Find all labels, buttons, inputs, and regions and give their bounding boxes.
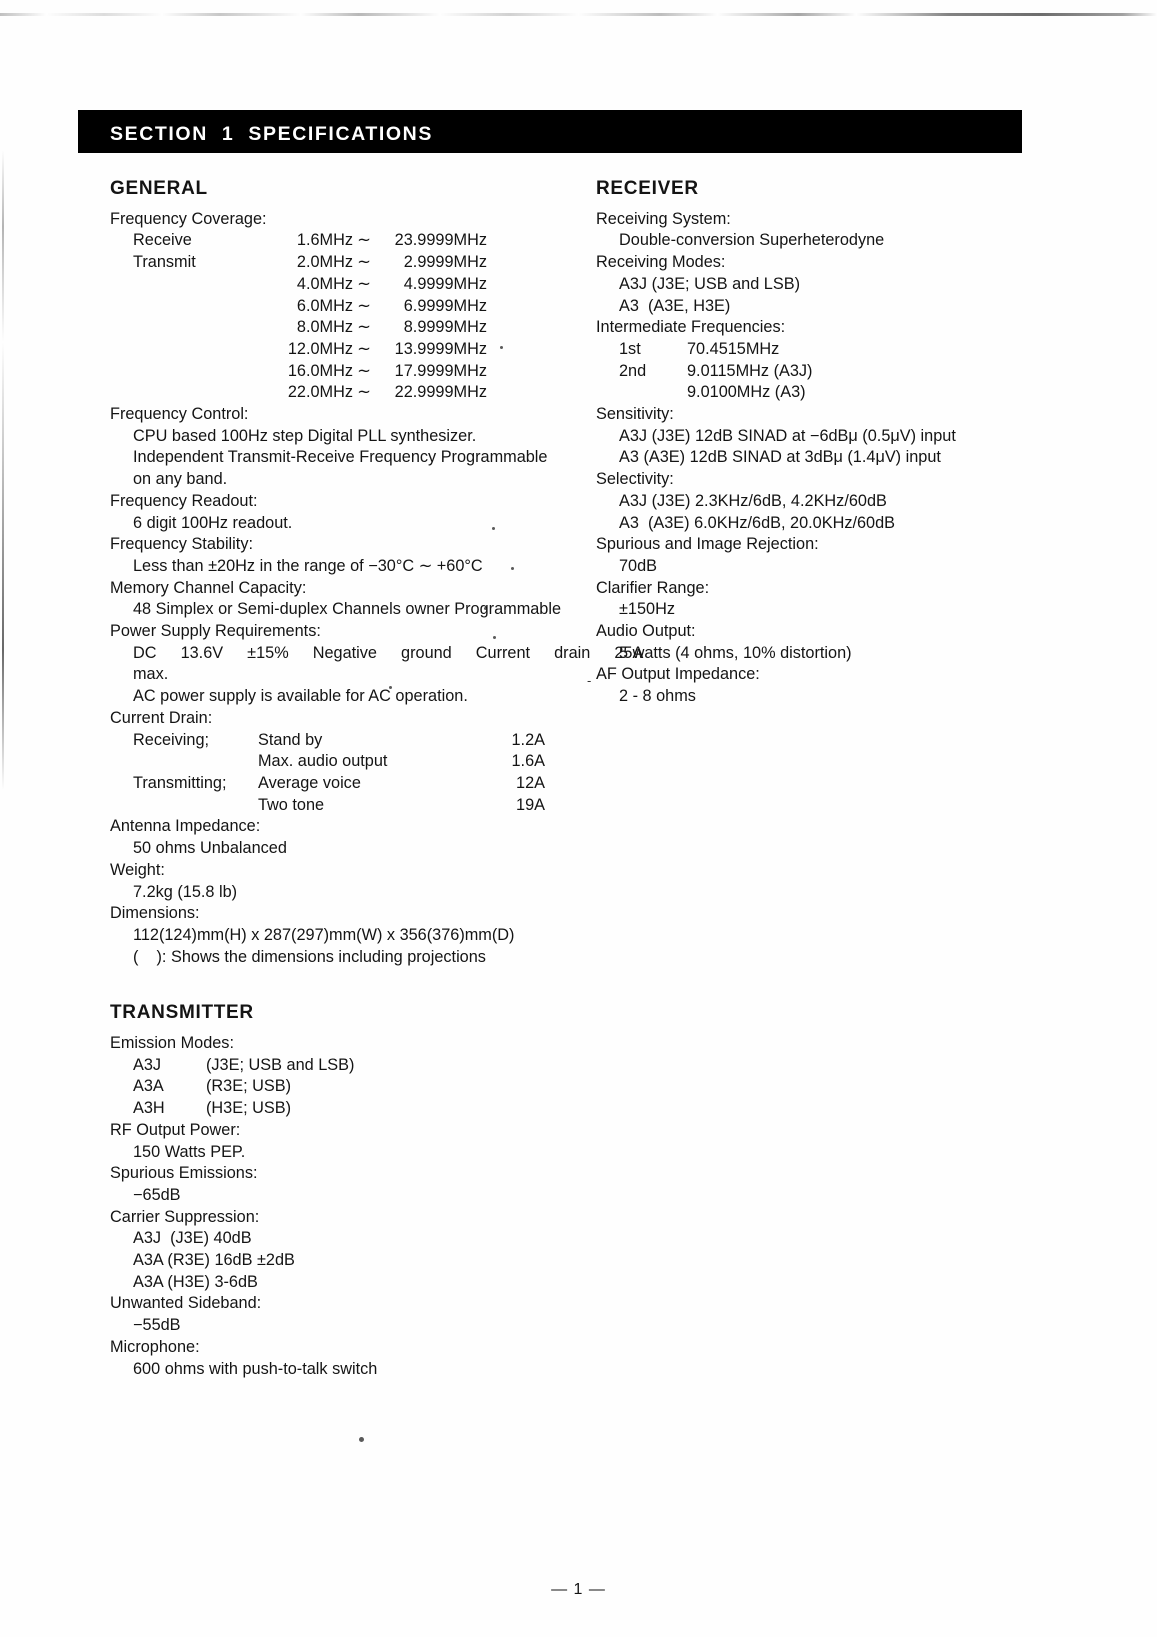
frequency-readout-label: Frequency Readout: [110,491,258,510]
dimensions-label: Dimensions: [110,904,200,923]
freq-name [133,274,265,296]
scan-speck [359,1437,364,1442]
current-drain-label: Current Drain: [110,708,213,727]
freq-name [133,339,265,361]
drain-condition: Stand by [258,730,323,749]
power-supply-label: Power Supply Requirements: [110,622,321,641]
if-value: 9.0100MHz (A3) [687,383,806,402]
if-value: 70.4515MHz [687,339,780,358]
selectivity-label: Selectivity: [596,470,674,489]
receiving-modes-row: A3J (J3E; USB and LSB) [619,274,800,293]
freq-tilde: ∼ [357,318,371,337]
transmitter-section-title: TRANSMITTER [110,1002,254,1024]
right-column [587,178,1056,708]
frequency-coverage-row [110,230,580,252]
frequency-control-label: Frequency Control: [110,405,249,424]
rf-output-power-label: RF Output Power: [110,1120,241,1139]
spurious-emissions-label: Spurious Emissions: [110,1164,258,1183]
carrier-suppression-label: Carrier Suppression: [110,1207,260,1226]
freq-high: 23.9999MHz [394,231,487,250]
antenna-impedance-label: Antenna Impedance: [110,817,261,836]
power-supply-line-2: max. [133,665,169,684]
emission-mode-row [110,1076,580,1098]
emission-mode-detail: (R3E; USB) [206,1077,292,1096]
memory-channel-capacity-value: 48 Simplex or Semi-duplex Channels owner Programmable [133,600,562,619]
if-order: 2nd [619,361,647,380]
scan-artifact-tick: - [587,673,592,689]
freq-low: 4.0MHz [296,274,353,293]
clarifier-range-value: ±150Hz [619,600,675,619]
antenna-impedance-value: 50 ohms Unbalanced [133,839,287,858]
emission-modes-label: Emission Modes: [110,1034,234,1053]
frequency-coverage-row [110,339,580,361]
receiving-system-label: Receiving System: [596,209,731,228]
scan-artifact-top-streak [0,13,1157,16]
current-drain-row [110,773,580,795]
frequency-stability-value: Less than ±20Hz in the range of −30°C ∼ +60°C [133,556,483,575]
af-output-impedance-label [587,664,1056,689]
freq-tilde: ∼ [357,383,371,402]
freq-high: 8.9999MHz [403,318,487,337]
frequency-coverage-row [110,361,580,383]
current-drain-row [110,751,580,773]
carrier-suppression-row: A3J (J3E) 40dB [133,1229,252,1248]
frequency-control-line-2: Independent Transmit-Receive Frequency Programmable [133,448,548,467]
audio-output-label: Audio Output: [596,622,696,641]
emission-mode-detail: (J3E; USB and LSB) [206,1055,355,1074]
frequency-coverage-row [110,296,580,318]
receiving-modes-label: Receiving Modes: [596,253,726,272]
selectivity-row: A3J (J3E) 2.3KHz/6dB, 4.2KHz/60dB [619,491,887,510]
freq-low: 8.0MHz [296,318,353,337]
if-order: 1st [619,339,641,358]
drain-condition: Max. audio output [258,752,388,771]
intermediate-frequency-row [596,382,1056,404]
freq-high: 4.9999MHz [403,274,487,293]
freq-low: 22.0MHz [287,383,353,402]
freq-name [133,382,265,404]
intermediate-frequency-row [596,361,1056,383]
freq-low: 1.6MHz [296,231,353,250]
freq-tilde: ∼ [357,253,371,272]
frequency-control-line-1: CPU based 100Hz step Digital PLL synthesizer. [133,426,477,445]
audio-output-value: 5 watts (4 ohms, 10% distortion) [619,643,852,662]
scan-artifact-left-edge [2,150,4,790]
freq-name: Receive [133,231,192,250]
emission-mode-row [110,1098,580,1120]
frequency-coverage-label: Frequency Coverage: [110,209,267,228]
freq-high: 22.9999MHz [394,383,487,402]
rf-output-power-value: 150 Watts PEP. [133,1142,246,1161]
frequency-coverage-row [110,252,580,274]
power-supply-line-1: DC 13.6V ±15% Negative ground Current drain 25A [133,643,644,662]
power-supply-paragraph [110,643,644,708]
freq-low: 16.0MHz [287,361,353,380]
drain-value: 1.6A [511,752,545,771]
freq-name: Transmit [133,253,196,272]
freq-tilde: ∼ [357,274,371,293]
power-supply-line-3: AC power supply is available for AC operation. [133,687,468,706]
intermediate-frequencies-label: Intermediate Frequencies: [596,318,786,337]
frequency-readout-value: 6 digit 100Hz readout. [133,513,293,532]
intermediate-frequency-row [596,339,1056,361]
drain-value: 1.2A [511,730,545,749]
spurious-emissions-value: −65dB [133,1185,181,1204]
af-output-impedance-value: 2 - 8 ohms [619,687,696,706]
freq-tilde: ∼ [357,361,371,380]
drain-condition: Two tone [258,795,325,814]
sensitivity-row: A3 (A3E) 12dB SINAD at 3dBμ (1.4μV) input [619,448,941,467]
receiving-modes-row: A3 (A3E, H3E) [619,296,731,315]
if-order [619,382,687,404]
freq-tilde: ∼ [357,296,371,315]
receiving-system-value: Double-conversion Superheterodyne [619,231,885,250]
freq-high: 13.9999MHz [394,339,487,358]
af-output-impedance-label-text: AF Output Impedance: [596,665,760,684]
weight-label: Weight: [110,860,165,879]
freq-high: 2.9999MHz [403,253,487,272]
freq-low: 2.0MHz [296,253,353,272]
emission-mode-row [110,1055,580,1077]
frequency-coverage-row [110,382,580,404]
current-drain-row [110,730,580,752]
current-drain-row [110,795,580,817]
frequency-stability-label: Frequency Stability: [110,535,253,554]
weight-value: 7.2kg (15.8 lb) [133,882,238,901]
freq-name [133,317,265,339]
receiver-section-title: RECEIVER [596,178,699,199]
emission-mode-code: A3H [133,1099,165,1118]
carrier-suppression-row: A3A (H3E) 3-6dB [133,1272,258,1291]
drain-mode [133,795,258,817]
microphone-value: 600 ohms with push-to-talk switch [133,1359,378,1378]
frequency-coverage-row [110,274,580,296]
spurious-image-rejection-label: Spurious and Image Rejection: [596,535,819,554]
freq-tilde: ∼ [357,339,371,358]
unwanted-sideband-label: Unwanted Sideband: [110,1294,262,1313]
unwanted-sideband-value: −55dB [133,1316,181,1335]
sensitivity-label: Sensitivity: [596,405,674,424]
spurious-image-rejection-value: 70dB [619,556,658,575]
emission-mode-detail: (H3E; USB) [206,1099,292,1118]
drain-value: 19A [516,795,545,814]
emission-mode-code: A3A [133,1077,164,1096]
drain-value: 12A [516,773,545,792]
freq-high: 17.9999MHz [394,361,487,380]
dimensions-note: ( ): Shows the dimensions including projections [133,947,486,966]
drain-mode: Transmitting; [133,773,227,792]
clarifier-range-label: Clarifier Range: [596,578,710,597]
freq-low: 12.0MHz [287,339,353,358]
general-section-title: GENERAL [110,178,208,199]
freq-low: 6.0MHz [296,296,353,315]
dimensions-value: 112(124)mm(H) x 287(297)mm(W) x 356(376)mm(D) [133,925,515,944]
freq-high: 6.9999MHz [403,296,487,315]
microphone-label: Microphone: [110,1337,200,1356]
drain-mode [133,751,258,773]
sensitivity-row: A3J (J3E) 12dB SINAD at −6dBμ (0.5μV) input [619,426,956,445]
selectivity-row: A3 (A3E) 6.0KHz/6dB, 20.0KHz/60dB [619,513,896,532]
if-value: 9.0115MHz (A3J) [687,361,813,380]
drain-mode: Receiving; [133,730,210,749]
freq-name [133,361,265,383]
drain-condition: Average voice [258,773,361,792]
freq-name [133,296,265,318]
section-header-title: SECTION 1 SPECIFICATIONS [110,123,433,145]
memory-channel-capacity-label: Memory Channel Capacity: [110,578,307,597]
page-number-footer: — 1 — [551,1581,606,1598]
freq-tilde: ∼ [357,231,371,250]
carrier-suppression-row: A3A (R3E) 16dB ±2dB [133,1251,295,1270]
emission-mode-code: A3J [133,1055,162,1074]
frequency-control-line-3: on any band. [133,470,228,489]
frequency-coverage-row [110,317,580,339]
